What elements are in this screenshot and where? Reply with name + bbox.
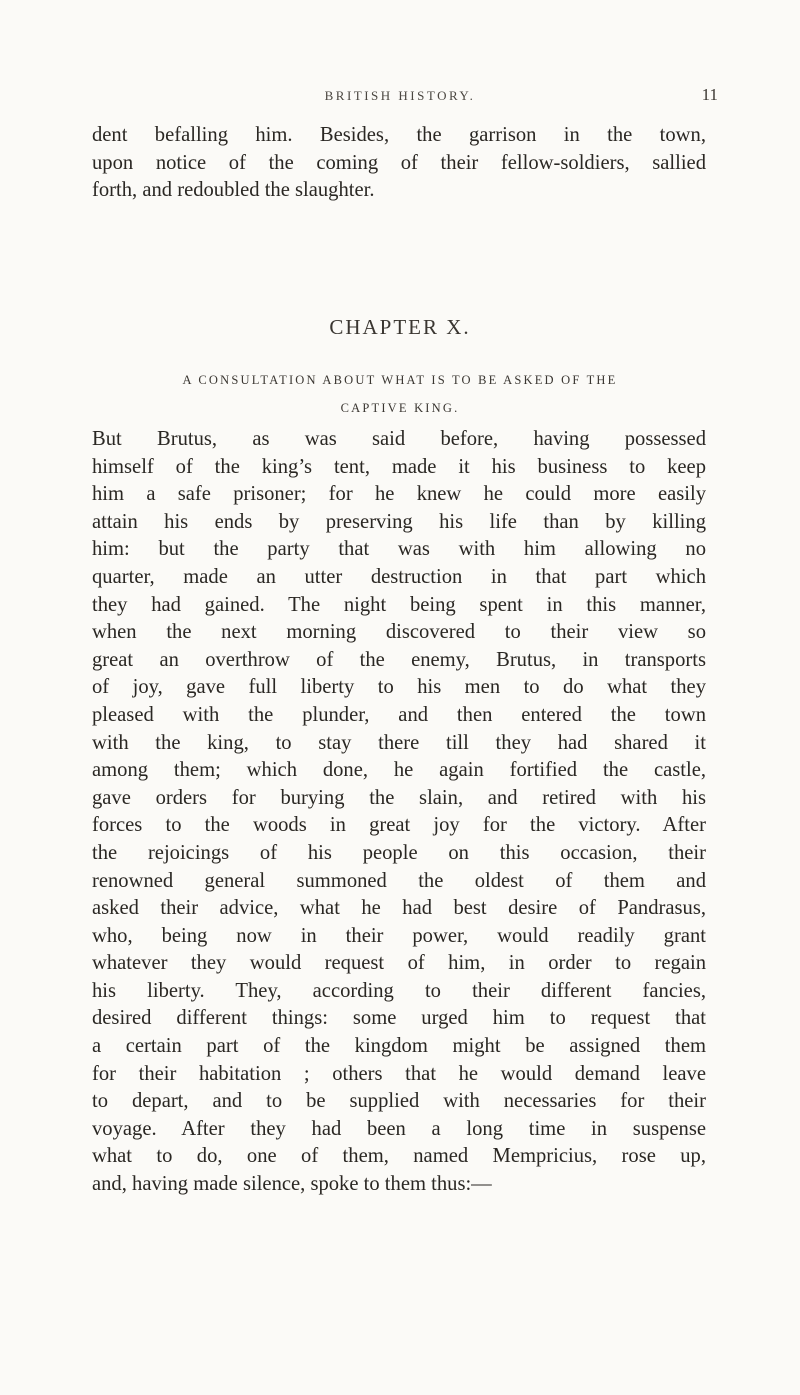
page-number: 11 <box>701 85 718 104</box>
paragraph-text <box>92 426 706 1199</box>
text-line: quarter, made an utter destruction in that part which <box>92 565 706 588</box>
text-line: gave orders for burying the slain, and retired with his <box>92 786 706 809</box>
text-line: to depart, and to be supplied with necessaries for their <box>92 1090 706 1113</box>
text-line: him: but the party that was with him allowing no <box>92 538 706 561</box>
text-line: for their habitation ; others that he would demand leave <box>92 1062 706 1085</box>
text-line: forth, and redoubled the slaughter. <box>92 179 375 202</box>
chapter-subtitle-line-1: A CONSULTATION ABOUT WHAT IS TO BE ASKED OF THE <box>182 373 618 387</box>
text-line: when the next morning discovered to their view so <box>92 621 706 644</box>
text-line: pleased with the plunder, and then entered the town <box>92 703 706 726</box>
text-line: himself of the king’s tent, made it his business to keep <box>92 455 706 478</box>
text-line: great an overthrow of the enemy, Brutus, in transports <box>92 648 706 671</box>
body-paragraph <box>92 426 706 1199</box>
text-line: who, being now in their power, would readily grant <box>92 924 706 947</box>
text-line: renowned general summoned the oldest of them and <box>92 869 706 892</box>
text-line: attain his ends by preserving his life than by killing <box>92 510 706 533</box>
text-line: whatever they would request of him, in order to regain <box>92 952 706 975</box>
text-line: upon notice of the coming of their fellow-soldiers, sallied <box>92 151 706 174</box>
text-line: they had gained. The night being spent in this manner, <box>92 593 706 616</box>
running-head <box>0 85 800 108</box>
text-line: forces to the woods in great joy for the victory. After <box>92 814 706 837</box>
chapter-subtitle-line-2: CAPTIVE KING. <box>340 401 460 415</box>
continuation-paragraph <box>92 122 706 205</box>
chapter-title: CHAPTER X. <box>329 315 471 339</box>
running-head-title: BRITISH HISTORY. <box>324 88 476 103</box>
text-line: But Brutus, as was said before, having possessed <box>92 428 706 450</box>
text-line: a certain part of the kingdom might be assigned them <box>92 1035 706 1058</box>
paragraph-text <box>92 122 706 205</box>
text-line: desired different things: some urged him to request that <box>92 1007 706 1030</box>
text-line: and, having made silence, spoke to them thus:— <box>92 1173 492 1196</box>
text-line: the rejoicings of his people on this occasion, their <box>92 841 706 864</box>
text-line: among them; which done, he again fortified the castle, <box>92 759 706 782</box>
text-line: what to do, one of them, named Mempricius, rose up, <box>92 1145 706 1168</box>
text-line: voyage. After they had been a long time in suspense <box>92 1117 706 1140</box>
text-line: his liberty. They, according to their different fancies, <box>92 979 706 1002</box>
text-line: him a safe prisoner; for he knew he could more easily <box>92 483 706 506</box>
text-line: dent befalling him. Besides, the garrison in the town, <box>92 124 706 146</box>
text-line: asked their advice, what he had best desire of Pandrasus, <box>92 897 706 920</box>
text-line: of joy, gave full liberty to his men to do what they <box>92 676 706 699</box>
text-line: with the king, to stay there till they had shared it <box>92 731 706 754</box>
